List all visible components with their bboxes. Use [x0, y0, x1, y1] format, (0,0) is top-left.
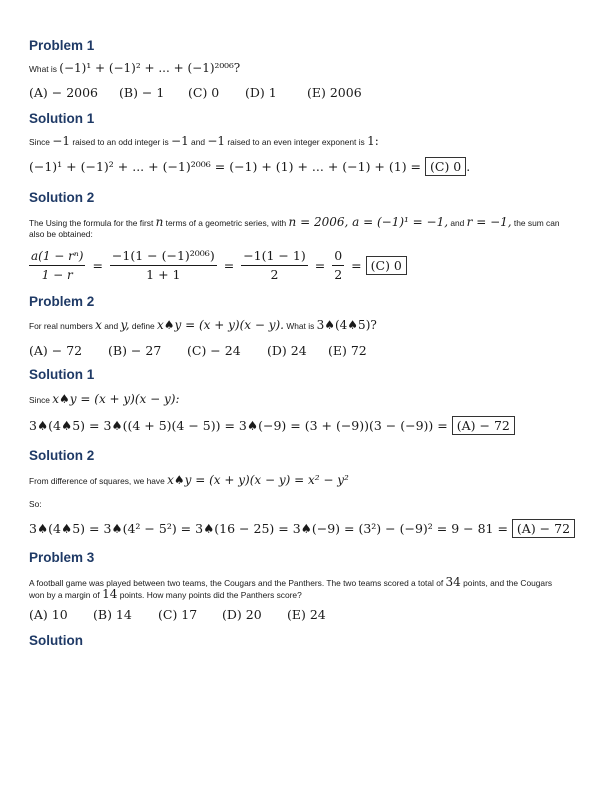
problem-1-solution-2-text [29, 217, 584, 240]
problem-1-question-math: (−1)¹ + (−1)² + ... + (−1)²⁰⁰⁶? [59, 61, 241, 75]
solution-text: Since [29, 137, 50, 147]
choice-a: (A) 10 [29, 607, 68, 622]
boxed-answer: (C) 0 [425, 157, 466, 176]
problem-1-solution-2-heading: Solution 2 [29, 190, 95, 205]
question-math: x [95, 318, 102, 332]
fraction-denominator: 2 [270, 267, 279, 282]
problem-2-solution-2-text [29, 475, 349, 487]
question-text: points, and the Cougars [463, 578, 553, 588]
problem-2-solution-2-so: So: [29, 499, 42, 509]
solution-math: n = 2006, a = (−1)¹ = −1, [288, 215, 449, 229]
question-math: 14 [102, 587, 118, 601]
problem-1-solution-2-equation: $\frac{\text{a(1 − rⁿ)}}{1 - r}$ = $\frac{\text{−1(1 − (−1)²⁰⁰⁶)}}{1 + 1}$ = $\frac{-1(1 - 1)}{2}$ = $\frac{0}{2}$ = (C) 0 [29, 249, 407, 282]
choice-e: (E) 24 [287, 607, 326, 622]
choice-d: (D) 20 [222, 607, 262, 622]
choice-c: (C) − 24 [187, 343, 241, 358]
solution-math: x♠y = (x + y)(x − y): [52, 392, 180, 406]
equation-text: 3♠(4♠5) = 3♠(4² − 5²) = 3♠(16 − 25) = 3♠(−9) = (3²) − (−9)² = 9 − 81 = [29, 521, 508, 536]
equation-text: 3♠(4♠5) = 3♠((4 + 5)(4 − 5)) = 3♠(−9) = (3 + (−9))(3 − (−9)) = [29, 418, 448, 433]
choice-b: (B) − 1 [119, 85, 165, 100]
problem-2-solution-1-heading: Solution 1 [29, 367, 95, 382]
choice-c: (C) 0 [188, 85, 220, 100]
question-text: won by a margin of [29, 590, 100, 600]
solution-math: −1 [171, 134, 189, 148]
question-math: y, [120, 318, 130, 332]
solution-math: n [155, 215, 164, 229]
problem-3-choices [29, 607, 326, 622]
fraction-numerator: 0 [332, 249, 344, 266]
question-text: and [104, 321, 119, 331]
problem-3-question [29, 577, 584, 601]
question-text: A football game was played between two teams, the Cougars and the Panthers. The two teams scored a total of [29, 578, 444, 588]
solution-text: raised to an odd integer is [72, 137, 169, 147]
problem-3-heading: Problem 3 [29, 550, 95, 565]
boxed-answer: (C) 0 [366, 256, 407, 275]
fraction-numerator: −1(1 − (−1)²⁰⁰⁶) [110, 249, 217, 266]
question-text: What is [286, 321, 315, 331]
choice-e: (E) 2006 [307, 85, 362, 100]
choice-e: (E) 72 [328, 343, 367, 358]
choice-b: (B) 14 [93, 607, 132, 622]
fraction-numerator: −1(1 − 1) [241, 249, 308, 266]
problem-1-solution-1-text [29, 136, 379, 148]
problem-2-choices [29, 343, 367, 358]
problem-1-question-text: What is [29, 64, 57, 74]
problem-1-heading: Problem 1 [29, 38, 95, 53]
fraction-denominator: 2 [334, 267, 343, 282]
solution-math: x♠y = (x + y)(x − y) = x² − y² [167, 473, 349, 487]
problem-1-solution-1-heading: Solution 1 [29, 111, 95, 126]
choice-a: (A) − 2006 [29, 85, 99, 100]
fraction [110, 249, 217, 282]
question-math: 3♠(4♠5)? [316, 318, 377, 332]
problem-2-solution-2-heading: Solution 2 [29, 448, 95, 463]
choice-a: (A) − 72 [29, 343, 83, 358]
boxed-answer: (A) − 72 [452, 416, 515, 435]
solution-text: Since [29, 395, 50, 405]
solution-math: 1: [367, 134, 379, 148]
fraction [241, 249, 308, 282]
solution-text: and [450, 218, 465, 228]
question-math: 34 [445, 575, 461, 589]
solution-math: r = −1, [466, 215, 512, 229]
question-text: points. How many points did the Panthers score? [119, 590, 302, 600]
question-text: define [131, 321, 155, 331]
solution-math: −1 [52, 134, 70, 148]
problem-1-question [29, 63, 240, 75]
solution-text: raised to an even integer exponent is [227, 137, 365, 147]
solution-math: −1 [207, 134, 226, 148]
question-math: x♠y = (x + y)(x − y). [157, 318, 284, 332]
choice-c: (C) 17 [158, 607, 198, 622]
problem-2-solution-1-equation [29, 416, 515, 435]
solution-text: The Using the formula for the first [29, 218, 154, 228]
fraction-denominator: 1 + 1 [146, 267, 181, 282]
problem-3-solution-heading: Solution [29, 633, 83, 648]
fraction-numerator: a(1 − rⁿ) [29, 249, 85, 266]
solution-text: the sum can [513, 218, 560, 228]
choice-b: (B) − 27 [108, 343, 162, 358]
solution-text: terms of a geometric series, with [165, 218, 287, 228]
solution-text: also be obtained: [29, 229, 93, 239]
problem-2-solution-1-text [29, 394, 180, 406]
problem-1-solution-1-equation: (−1)¹ + (−1)² + ... + (−1)²⁰⁰⁶ = (−1) + (1) + ... + (−1) + (1) = (C) 0 . [29, 159, 471, 174]
fraction-denominator: 1 − r [41, 268, 73, 282]
fraction [332, 249, 344, 282]
solution-text: From difference of squares, we have [29, 476, 165, 486]
choice-d: (D) 24 [267, 343, 307, 358]
problem-2-question [29, 320, 377, 332]
boxed-answer: (A) − 72 [512, 519, 575, 538]
choice-d: (D) 1 [245, 85, 277, 100]
question-text: For real numbers [29, 321, 93, 331]
solution-text: and [191, 137, 206, 147]
problem-2-solution-2-equation [29, 519, 575, 538]
fraction [29, 249, 85, 282]
problem-2-heading: Problem 2 [29, 294, 95, 309]
equation-text: (−1)¹ + (−1)² + ... + (−1)²⁰⁰⁶ = (−1) + (1) + ... + (−1) + (1) = [29, 159, 422, 174]
problem-1-choices [29, 85, 362, 100]
